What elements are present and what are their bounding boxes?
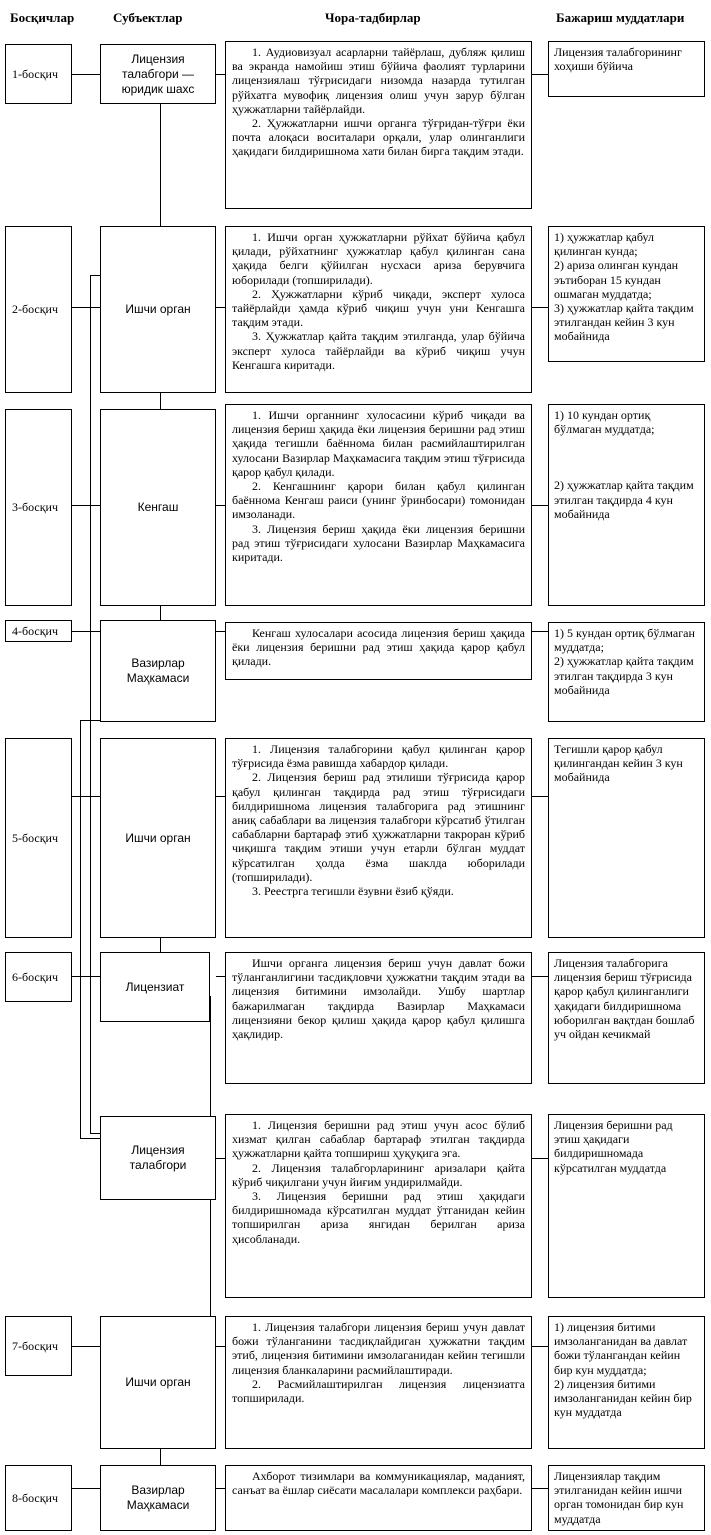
deadline-item: Тегишли қарор қабул қилингандан кейин 3 кун мобайнида	[554, 742, 683, 785]
subject-label: Ишчи орган	[125, 302, 191, 316]
subject-label: Ишчи орган	[125, 1375, 191, 1389]
deadline-item: 2) ариза олинган кундан эътиборан 15 кундан ошмаган муддатда;	[554, 258, 679, 301]
stage-box-2	[5, 226, 72, 393]
action-item: 1. Ишчи органнинг хулосасини кўриб чиқади ва лицензия бериш ҳақида ёки лицензия беришни рад этиш ҳақида тегишли баённома билан расмийлаштирилган хулосани Вазирлар Маҳкамасига тақдим этиш тўғрисида қарор қабул қилади.	[232, 408, 525, 479]
stage-box-5	[5, 738, 72, 938]
subject-box-8	[100, 1465, 216, 1531]
subject-label: Вазирлар Маҳкамаси	[126, 656, 190, 685]
actions-box-6	[225, 952, 532, 1084]
actions-box-2	[225, 226, 532, 393]
actions-box-1	[225, 41, 532, 209]
subject-box-2	[100, 226, 216, 393]
deadline-item: Лицензия талабгорининг хоҳиши бўйича	[554, 45, 682, 74]
subject-box-7	[100, 1316, 216, 1449]
subject-box-4	[100, 620, 216, 722]
deadline-box-2	[548, 226, 705, 362]
action-item: 1. Лицензия беришни рад этиш учун асос бўлиб хизмат қилган сабаблар бартараф этилган тақдирда ҳужжатларни қайта топшириш ҳуқуқига эга.	[232, 1118, 525, 1161]
deadline-item: 3) ҳужжатлар қайта тақдим этилгандан кейин 3 кун мобайнида	[554, 301, 694, 344]
deadline-box-3	[548, 404, 705, 606]
header-deadlines: Бажариш муддатлари	[556, 10, 685, 25]
stage-box-4	[5, 620, 72, 642]
action-item: 2. Ҳужжатларни ишчи органга тўғридан-тўғри ёки почта алоқаси воситалари орқали, улар олинганлиги ҳақидаги билдиришнома хати билан бирга тақдим этади.	[232, 116, 525, 159]
stage-label: 4-босқич	[12, 623, 59, 638]
action-item: 2. Лицензия бериш рад этилиши тўғрисида қарор қабул қилинган тақдирда рад этиш тўғрисидаги билдиришнома лицензия талабгорига рад этишнинг аниқ сабаблари ва лицензия талабгори кўрсатиб ўтилган сабабларни бартараф этиб ҳужжатларни такроран кўриб чиқишга тақдим этиши учун етарли бўлган муддат кўрсатилган ҳолда ёзма шаклда юборилади (топширилади).	[232, 770, 525, 884]
action-item: Ишчи органга лицензия бериш учун давлат божи тўланганлигини тасдиқловчи ҳужжатни тақдим этади ва лицензия битимини имзолайди. Ушбу шартлар бажарилмаган тақдирда Вазирлар Маҳкамаси лицензияни бекор қилиш ҳақида қарор қабул қилишга ҳақлидир.	[232, 956, 525, 1042]
deadline-box-4	[548, 622, 705, 722]
action-item: 3. Лицензия беришни рад этиш ҳақидаги билдиришномада кўрсатилган муддат ўтганидан кейин топширилган ариза янгидан берилган ариза ҳисобланади.	[232, 1189, 525, 1246]
deadline-item: 1) лицензия битими имзоланганидан ва давлат божи тўлангандан кейин бир кун муддатда;	[554, 1320, 688, 1377]
subject-box-6b	[100, 1116, 216, 1200]
action-item: 1. Ишчи орган ҳужжатларни рўйхат бўйича қабул қилади, рўйхатнинг ҳужжатлар қабул қилинган сана ҳақида белги қўйилган нусхаси ариза берувчига юборилади (топширилади).	[232, 230, 525, 287]
deadline-box-6b	[548, 1114, 705, 1298]
actions-box-6b	[225, 1114, 532, 1298]
action-item: 1. Лицензия талабгори лицензия бериш учун давлат божи тўланганини тасдиқлайдиган ҳужжатни тақдим этиб, лицензия битимини имзолаганидан кейин тегишли лицензия бланкаларини расмийлаштиради.	[232, 1320, 525, 1377]
stage-box-7	[5, 1316, 72, 1376]
stage-box-3	[5, 409, 72, 606]
action-item: Кенгаш хулосалари асосида лицензия бериш ҳақида ёки лицензия беришни рад этиш ҳақида қарор қабул қилади.	[232, 626, 525, 669]
actions-box-8	[225, 1465, 532, 1531]
stage-label: 7-босқич	[12, 1338, 59, 1353]
action-item: Ахборот тизимлари ва коммуникациялар, маданият, санъат ва ёшлар сиёсати масалалари комплекси раҳбари.	[232, 1469, 525, 1498]
deadline-item: 2) лицензия битими имзоланганидан кейин бир кун муддатда	[554, 1376, 692, 1420]
deadline-item: 2) ҳужжатлар қайта тақдим этилган тақдирда 4 кун мобайнида	[554, 478, 694, 521]
stage-box-8	[5, 1465, 72, 1531]
deadline-box-5	[548, 738, 705, 938]
deadline-box-6	[548, 952, 705, 1084]
deadline-item: 1) ҳужжатлар қабул қилинган кунда;	[554, 230, 654, 259]
header-subjects: Субъектлар	[113, 10, 183, 25]
subject-label: Лицензиат	[125, 979, 185, 994]
action-item: 1. Лицензия талабгорини қабул қилинган қарор тўғрисида ёзма равишда хабардор қилади.	[232, 742, 525, 771]
action-item: 2. Ҳужжатларни кўриб чиқади, эксперт хулоса тайёрлайди ҳамда кўриб чиқиш учун уни Кенгашга тақдим этади.	[232, 286, 525, 330]
actions-box-3	[225, 404, 532, 606]
deadline-item: Лицензиялар тақдим этилганидан кейин ишчи орган томонидан бир кун муддатда	[554, 1469, 684, 1526]
deadline-item: 1) 10 кундан ортиқ бўлмаган муддатда;	[554, 408, 655, 437]
subject-label: Ишчи орган	[125, 830, 191, 845]
stage-label: 6-босқич	[12, 969, 59, 984]
action-item: 1. Аудиовизуал асарларни тайёрлаш, дубляж қилиш ва экранда намойиш этиш бўйича фаолият турларини лицензиялаш тўғрисидаги низомда назарда тутилган рўйхатга мувофиқ лицензия олиш учун зарур бўлган ҳужжатларни тайёрлайди.	[232, 45, 525, 116]
deadline-item: 2) ҳужжатлар қайта тақдим этилган тақдирда 3 кун мобайнида	[554, 654, 694, 697]
action-item: 3. Лицензия бериш ҳақида ёки лицензия беришни рад этиш тўғрисидаги хулосани Вазирлар Маҳкамасига киритади.	[232, 521, 525, 565]
stage-label: 2-босқич	[12, 302, 59, 316]
subject-box-1	[100, 44, 216, 104]
deadline-box-7	[548, 1316, 705, 1449]
action-item: 2. Кенгашнинг қарори билан қабул қилинган баённома Кенгаш раиси (унинг ўринбосари) томонидан имзоланади.	[232, 479, 525, 522]
actions-box-5	[225, 738, 532, 938]
header-stages: Босқичлар	[10, 10, 75, 25]
deadline-item: 1) 5 кундан ортиқ бўлмаган муддатда;	[554, 626, 695, 655]
deadline-item: Лицензия талабгорига лицензия бериш тўғрисида қарор қабул қилинганлиги ҳақидаги билдиришнома юборилган вақтдан бошлаб уч ойдан кечикмай	[554, 956, 695, 1042]
subject-label: Вазирлар Маҳкамаси	[126, 1483, 190, 1512]
action-item: 2. Расмийлаштирилган лицензия лицензиатга топширилади.	[232, 1376, 525, 1406]
subject-box-5	[100, 738, 216, 938]
stage-box-1	[5, 44, 72, 104]
header-actions: Чора-тадбирлар	[325, 10, 421, 25]
actions-box-7	[225, 1316, 532, 1449]
subject-label: Кенгаш	[137, 500, 179, 514]
stage-label: 1-босқич	[12, 66, 59, 81]
action-item: 2. Лицензия талабгорларининг аризалари қайта кўриб чиқилгани учун йиғим ундирилмайди.	[232, 1160, 525, 1189]
deadline-box-8	[548, 1465, 705, 1531]
deadline-item: Лицензия беришни рад этиш ҳақидаги билдиришномада кўрсатилган муддатда	[554, 1118, 673, 1175]
subject-box-3	[100, 409, 216, 606]
subject-box-6	[100, 952, 210, 1022]
action-item: 3. Ҳужжатлар қайта тақдим этилганда, улар бўйича эксперт хулоса тайёрлайди ва кўриб чиқиш учун Кенгашга киритади.	[232, 329, 525, 372]
stage-label: 5-босқич	[12, 830, 59, 845]
stage-label: 3-босқич	[12, 500, 59, 514]
deadline-box-1	[548, 41, 705, 97]
subject-label: Лицензия талабгори	[129, 1143, 187, 1172]
actions-box-4	[225, 622, 532, 680]
action-item: 3. Реестрга тегишли ёзувни ёзиб қўяди.	[252, 884, 454, 899]
stage-label: 8-босқич	[12, 1490, 59, 1505]
subject-label: Лицензия талабгори — юридик шахс	[121, 51, 195, 96]
stage-box-6	[5, 952, 72, 1002]
